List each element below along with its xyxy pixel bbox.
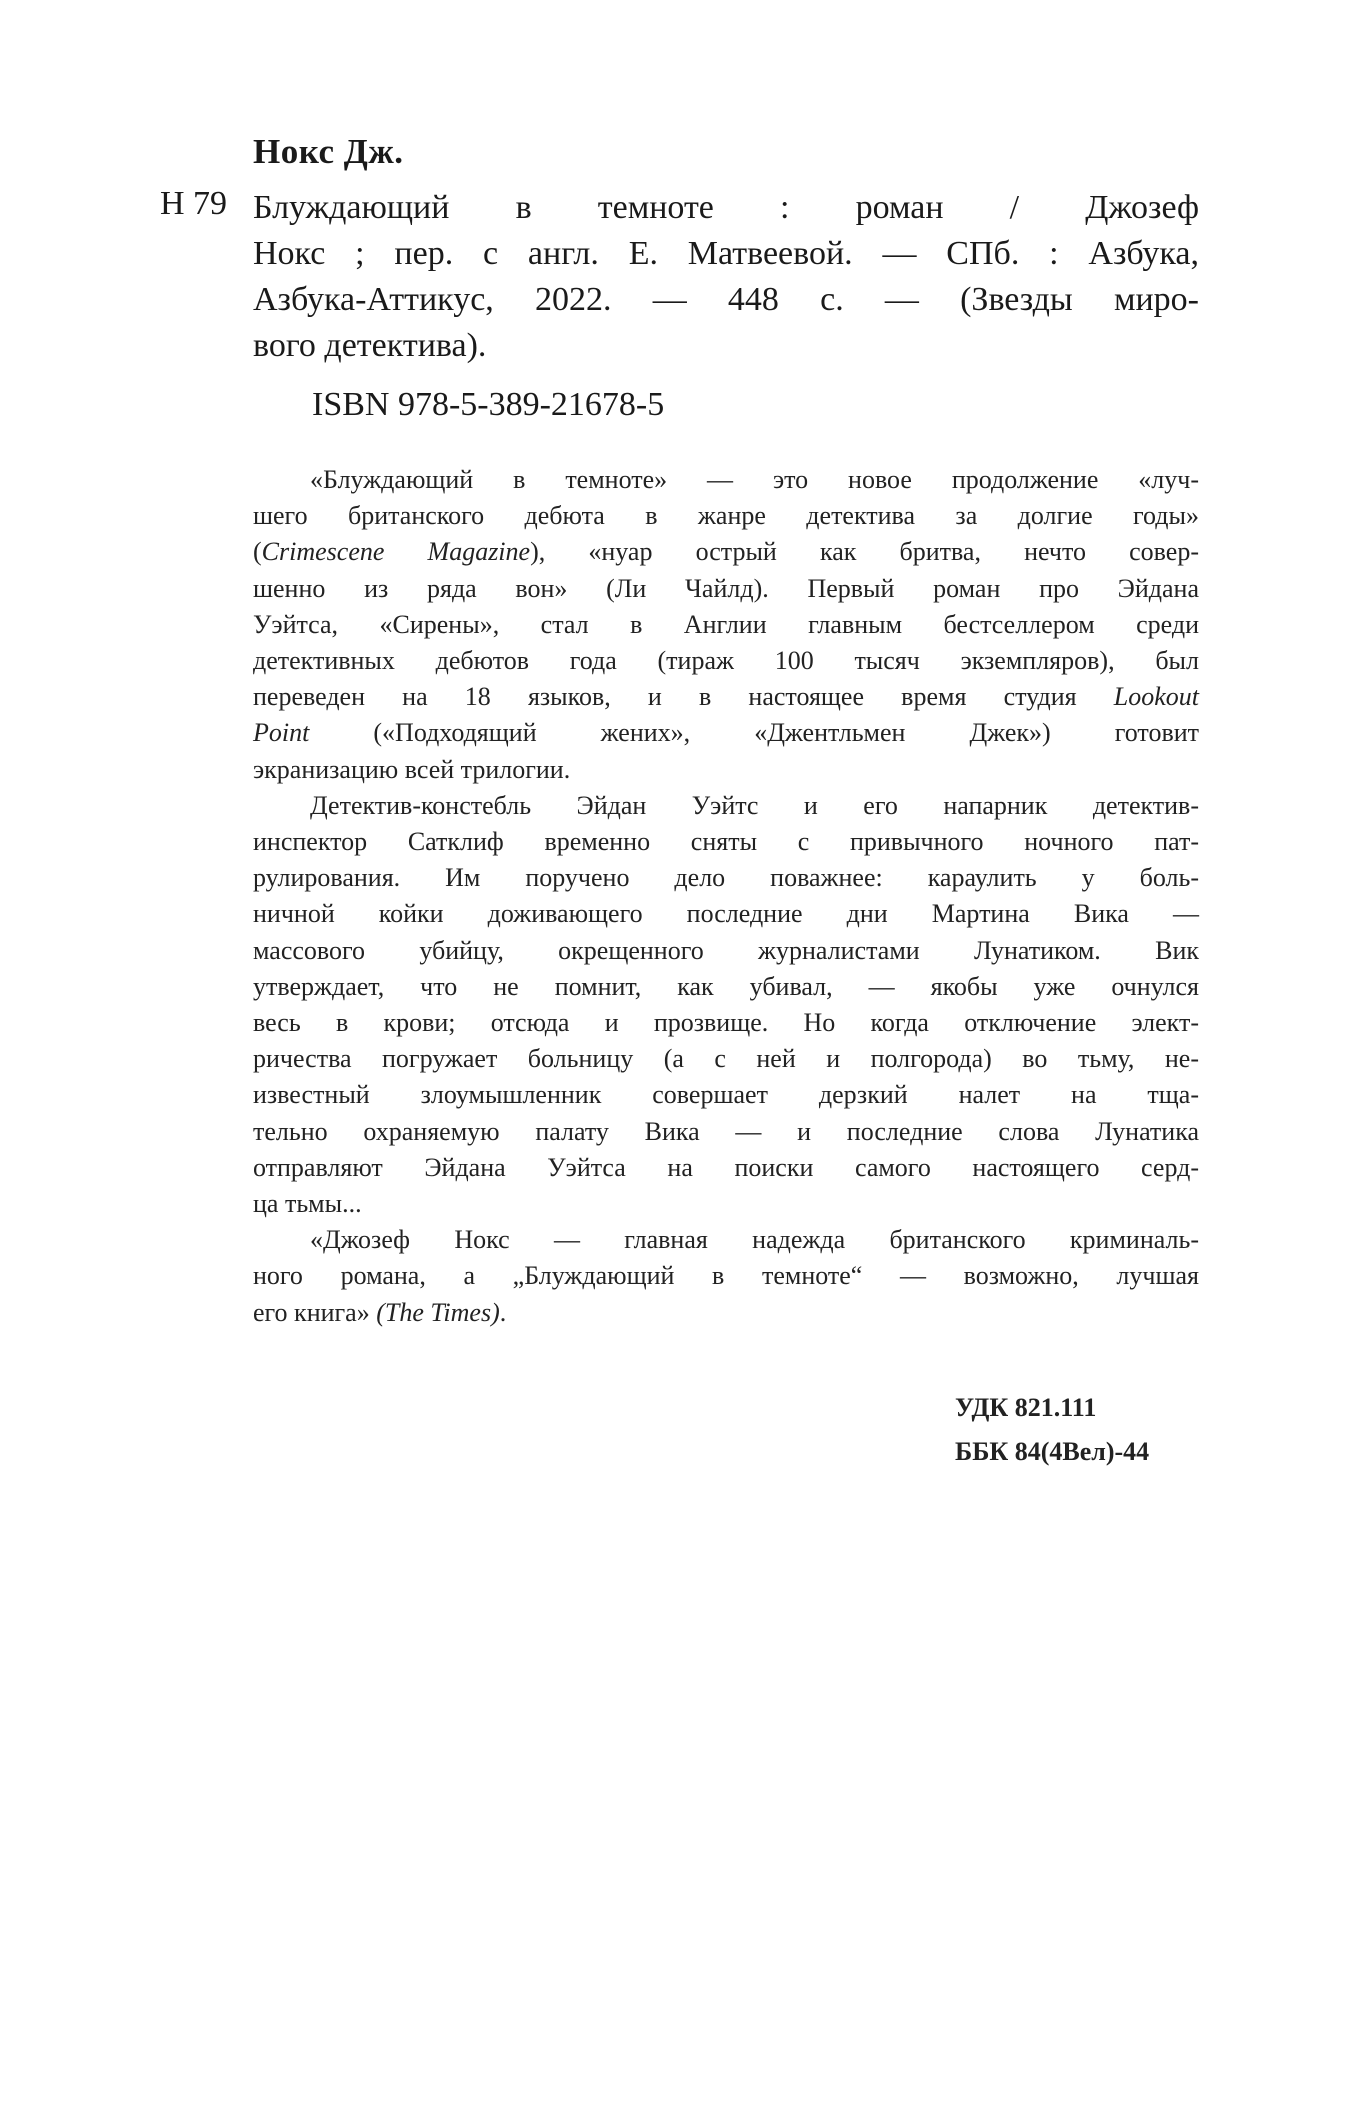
isbn: ISBN 978-5-389-21678-5: [312, 386, 665, 423]
catalog-code: Н 79: [160, 185, 228, 222]
annotation-line: рулирования. Им поручено дело поважнее: караулить у боль-: [253, 863, 1199, 893]
annotation-line: экранизацию всей трилогии.: [253, 754, 571, 784]
annotation-line: шего британского дебюта в жанре детектива за долгие годы»: [253, 501, 1199, 531]
bibliographic-description: [253, 185, 1199, 369]
annotation-line: массового убийцу, окрещенного журналистами Лунатиком. Вик: [253, 935, 1199, 965]
annotation-line: Детектив-констебль Эйдан Уэйтс и его напарник детектив-: [310, 790, 1199, 820]
annotation-line: ричества погружает больницу (а с ней и полгорода) во тьму, не-: [253, 1044, 1199, 1074]
annotation-line: [253, 679, 1199, 715]
source-citation: Crimescene Magazine: [261, 537, 531, 567]
annotation-fragment: («Подходящий жених», «Джентльмен Джек») готовит: [309, 718, 1199, 748]
bbk-code: ББК 84(4Вел)-44: [955, 1437, 1150, 1466]
biblio-line: вого детектива).: [253, 327, 487, 364]
annotation-line: Уэйтса, «Сирены», стал в Англии главным бестселлером среди: [253, 609, 1199, 639]
biblio-line: Азбука-Аттикус, 2022. — 448 с. — (Звезды миро-: [253, 281, 1199, 318]
annotation-line: (Crimescene Magazine), «нуар острый как бритва, нечто совер-: [253, 537, 1199, 567]
annotation-line: ного романа, а „Блуждающий в темноте“ — возможно, лучшая: [253, 1261, 1199, 1291]
annotation-line: известный злоумышленник совершает дерзкий налет на тща-: [253, 1080, 1199, 1110]
annotation-fragment: ), «нуар острый как бритва, нечто совер-: [530, 537, 1199, 567]
annotation: [253, 462, 1199, 1331]
annotation-line: ца тьмы...: [253, 1189, 362, 1219]
annotation-line: [253, 1295, 1199, 1331]
author-heading: Нокс Дж.: [253, 132, 404, 171]
annotation-fragment: переведен на 18 языков, и в настоящее время студия: [253, 682, 1114, 712]
biblio-line: Блуждающий в темноте : роман / Джозеф: [253, 189, 1199, 226]
udk-code: УДК 821.111: [955, 1393, 1097, 1422]
biblio-line: Нокс ; пер. с англ. Е. Матвеевой. — СПб. : Азбука,: [253, 235, 1199, 272]
annotation-line: детективных дебютов года (тираж 100 тысяч экземпляров), был: [253, 646, 1199, 676]
annotation-line: ничной койки доживающего последние дни Мартина Вика —: [253, 899, 1199, 929]
annotation-line: «Блуждающий в темноте» — это новое продолжение «луч-: [310, 465, 1199, 494]
source-citation: (The Times): [376, 1297, 500, 1327]
annotation-line: «Джозеф Нокс — главная надежда британского криминаль-: [310, 1225, 1199, 1255]
annotation-line: инспектор Сатклиф временно сняты с привычного ночного пат-: [253, 827, 1199, 857]
annotation-line: весь в крови; отсюда и прозвище. Но когда отключение элект-: [253, 1008, 1199, 1038]
annotation-fragment: .: [499, 1297, 507, 1327]
annotation-line: шенно из ряда вон» (Ли Чайлд). Первый роман про Эйдана: [253, 573, 1199, 603]
annotation-line: тельно охраняемую палату Вика — и последние слова Лунатика: [253, 1116, 1199, 1146]
annotation-line: утверждает, что не помнит, как убивал, — якобы уже очнулся: [253, 971, 1199, 1001]
annotation-fragment: его книга»: [253, 1297, 377, 1327]
classification-codes: [955, 1386, 1149, 1474]
annotation-line: отправляют Эйдана Уэйтса на поиски самого настоящего серд-: [253, 1152, 1199, 1182]
annotation-line: [253, 715, 1199, 751]
studio-name: Lookout: [1113, 682, 1199, 712]
studio-name: Point: [253, 718, 310, 748]
